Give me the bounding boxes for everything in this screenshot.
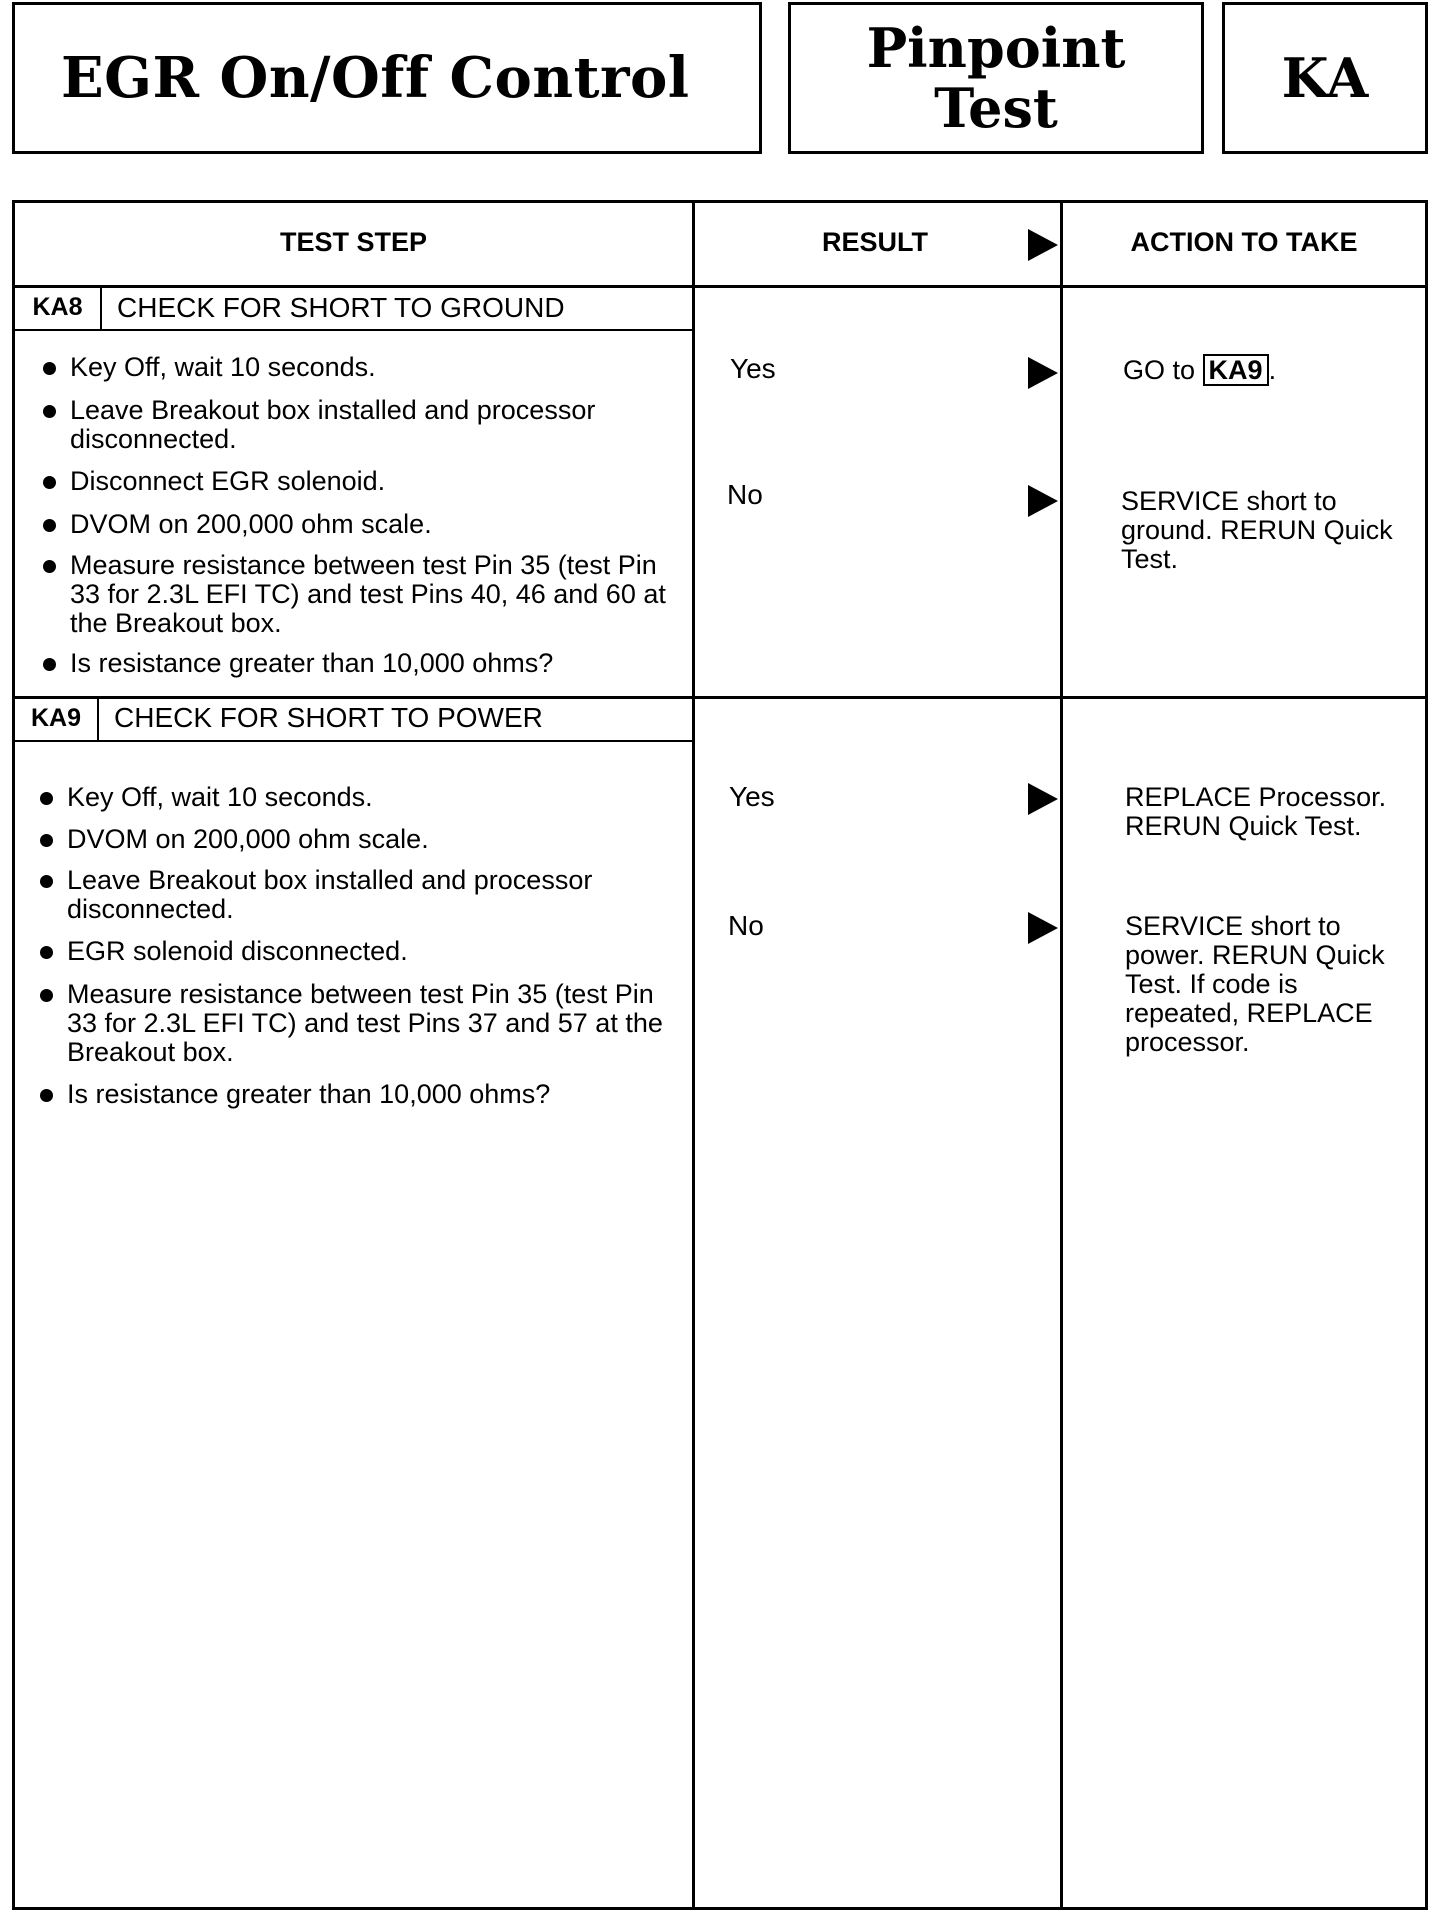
ka9-action-no: SERVICE short to power. RERUN Quick Test. If code is repeated, REPLACE processor.	[1125, 911, 1385, 1057]
table-right-border	[1425, 200, 1428, 1910]
page-title: EGR On/Off Control	[61, 45, 690, 111]
ka8-action-yes-prefix: GO to	[1123, 355, 1196, 385]
step-row-divider	[12, 696, 1428, 699]
list-item: Leave Breakout box installed and processor disconnected.	[37, 866, 687, 924]
ka9-result-yes: Yes	[729, 781, 775, 812]
ka8-no-arrow-icon	[1028, 485, 1058, 517]
column-divider-2	[1060, 200, 1063, 1910]
ka9-reference-link[interactable]: KA9	[1203, 354, 1269, 386]
ka9-result-no: No	[728, 910, 764, 941]
ka8-instructions	[40, 353, 688, 678]
table-top-border	[12, 200, 1428, 203]
header-arrow-icon	[1028, 229, 1058, 261]
list-item: Disconnect EGR solenoid.	[40, 467, 688, 496]
ka9-action-yes: REPLACE Processor. RERUN Quick Test.	[1125, 782, 1387, 841]
table-bottom-border	[12, 1907, 1428, 1910]
list-item: Key Off, wait 10 seconds.	[40, 353, 688, 382]
test-code: KA	[1281, 46, 1369, 110]
step-code-ka8: KA8	[32, 293, 83, 321]
ka8-code-divider	[100, 287, 102, 330]
ka9-title-bottom	[12, 740, 694, 742]
ka8-result-no: No	[727, 479, 763, 510]
list-item: Is resistance greater than 10,000 ohms?	[37, 1080, 687, 1109]
list-item: DVOM on 200,000 ohm scale.	[37, 825, 687, 854]
header-test-step: TEST STEP	[279, 227, 428, 257]
list-item: Measure resistance between test Pin 35 (test Pin 33 for 2.3L EFI TC) and test Pins 37 and 57 at the Breakout box.	[37, 980, 687, 1067]
step-code-ka9: KA9	[30, 704, 81, 732]
list-item: Measure resistance between test Pin 35 (test Pin 33 for 2.3L EFI TC) and test Pins 40, 46 and 60 at the Breakout box.	[40, 551, 688, 638]
ka9-instructions	[37, 783, 687, 1109]
header-row-divider	[12, 285, 1428, 288]
ka8-action-yes	[1123, 354, 1276, 386]
header-result: RESULT	[822, 227, 928, 257]
ka8-title-bottom	[12, 329, 694, 331]
list-item: Key Off, wait 10 seconds.	[37, 783, 687, 812]
ka9-code-divider	[97, 698, 99, 741]
ka8-action-yes-suffix: .	[1268, 355, 1277, 385]
list-item: Is resistance greater than 10,000 ohms?	[40, 649, 688, 678]
step-title-ka9: CHECK FOR SHORT TO POWER	[114, 702, 543, 733]
list-item: DVOM on 200,000 ohm scale.	[40, 510, 688, 539]
ka8-yes-arrow-icon	[1028, 357, 1058, 389]
ka9-yes-arrow-icon	[1028, 783, 1058, 815]
list-item: EGR solenoid disconnected.	[37, 937, 687, 966]
column-divider-1	[692, 200, 695, 1910]
test-code-box	[1222, 2, 1428, 154]
ka8-result-yes: Yes	[730, 353, 776, 384]
list-item: Leave Breakout box installed and processor disconnected.	[40, 396, 688, 454]
title-box	[12, 2, 762, 154]
ka9-no-arrow-icon	[1028, 912, 1058, 944]
table-left-border	[12, 200, 15, 1910]
step-title-ka8: CHECK FOR SHORT TO GROUND	[117, 292, 565, 323]
pinpoint-label: Pinpoint Test	[866, 16, 1126, 140]
ka8-action-no: SERVICE short to ground. RERUN Quick Test.	[1121, 486, 1393, 574]
pinpoint-test-box	[788, 2, 1204, 154]
header-action: ACTION TO TAKE	[1130, 227, 1358, 257]
